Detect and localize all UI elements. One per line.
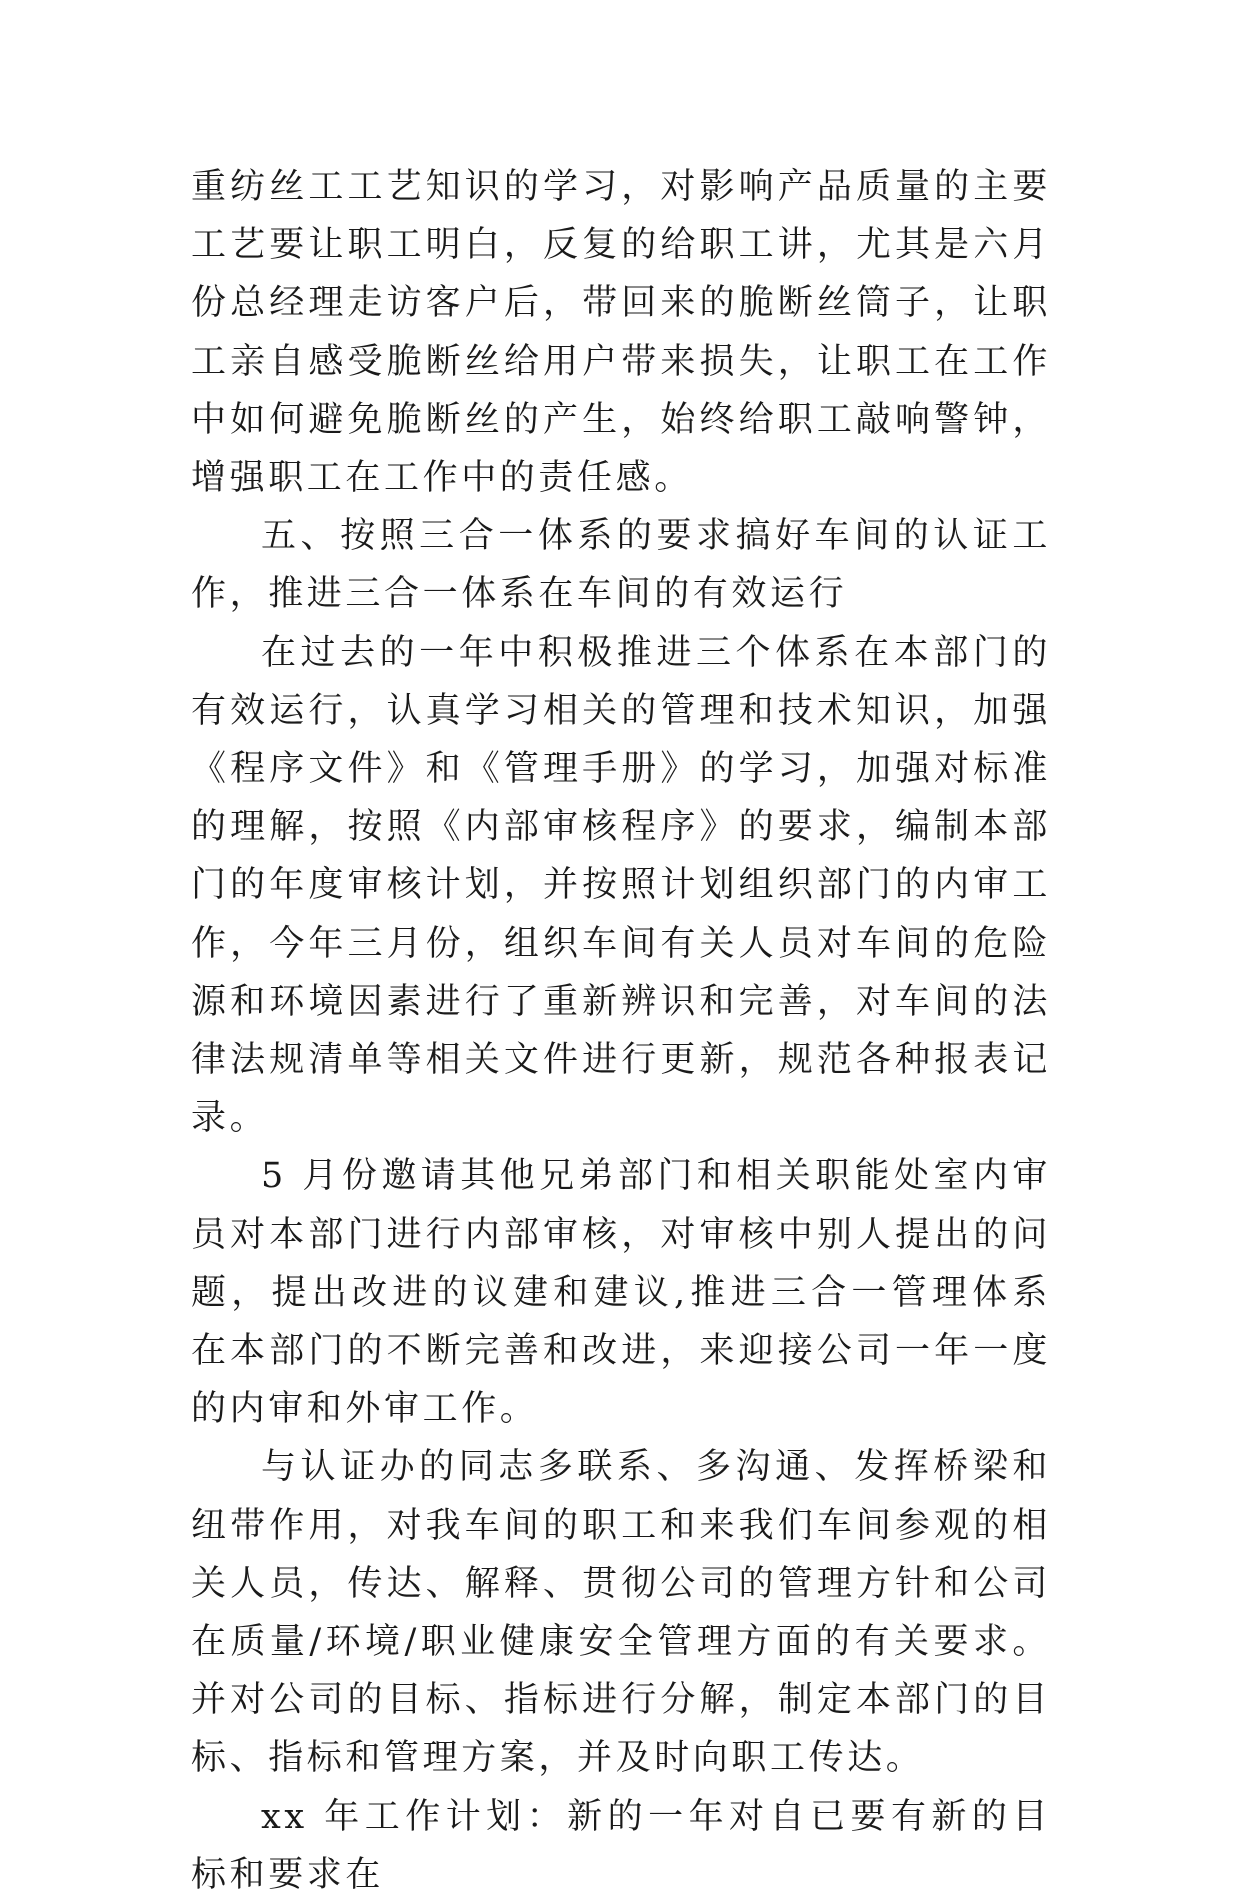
paragraph-system-operation: 在过去的一年中积极推进三个体系在本部门的有效运行，认真学习相关的管理和技术知识，加强《程序文件》和《管理手册》的学习，加强对标准的理解，按照《内部审核程序》的要求，编制本部门的年度审核计划，并按照计划组织部门的内审工作，今年三月份，组织车间有关人员对车间的危险源和环境因素进行了重新辨识和完善，对车间的法律法规清单等相关文件进行更新，规范各种报表记录。	[191, 632, 1051, 1139]
paragraph-continuation: 重纺丝工工艺知识的学习，对影响产品质量的主要工艺要让职工明白，反复的给职工讲，尤其是六月份总经理走访客户后，带回来的脆断丝筒子，让职工亲自感受脆断丝给用户带来损失，让职工在工作中如何避免脆断丝的产生，始终给职工敲响警钟，增强职工在工作中的责任感。	[191, 167, 1051, 499]
paragraph-certification-liaison: 与认证办的同志多联系、多沟通、发挥桥梁和纽带作用，对我车间的职工和来我们车间参观的相关人员，传达、解释、贯彻公司的管理方针和公司在质量/环境/职业健康安全管理方面的有关要求。并对公司的目标、指标进行分解，制定本部门的目标、指标和管理方案，并及时向职工传达。	[191, 1447, 1051, 1779]
paragraph-internal-audit: 5 月份邀请其他兄弟部门和相关职能处室内审员对本部门进行内部审核，对审核中别人提出的问题，提出改进的议建和建议,推进三合一管理体系在本部门的不断完善和改进，来迎接公司一年一度的内审和外审工作。	[191, 1156, 1051, 1430]
paragraph-work-plan: xx 年工作计划：新的一年对自已要有新的目标和要求在	[191, 1796, 1051, 1895]
document-body	[191, 158, 1051, 1904]
section-heading-five: 五、按照三合一体系的要求搞好车间的认证工作，推进三合一体系在车间的有效运行	[191, 516, 1051, 615]
